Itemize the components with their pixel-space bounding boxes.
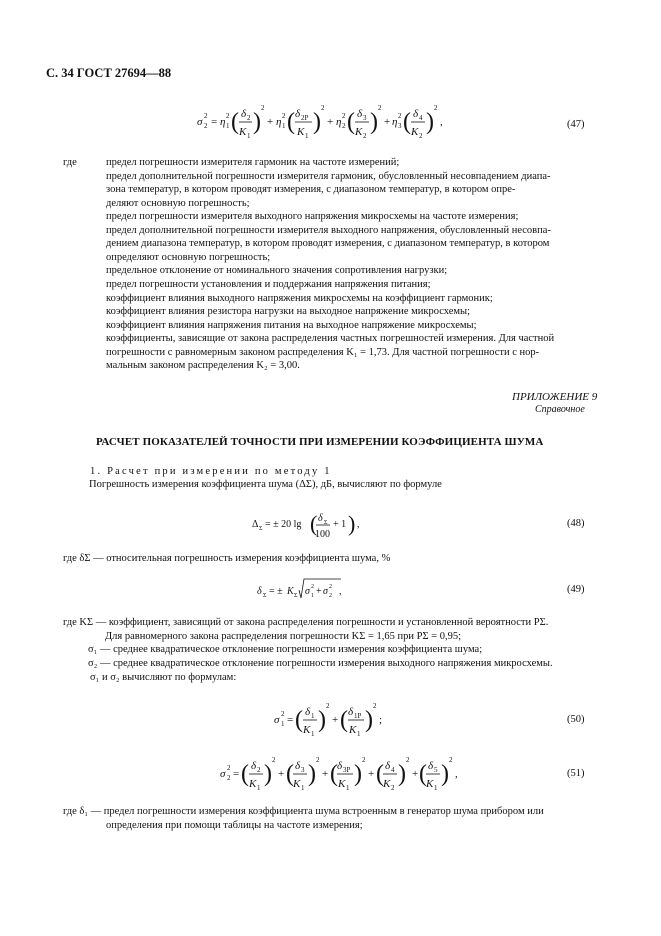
svg-text:2: 2: [282, 112, 286, 120]
svg-text:δ: δ: [251, 760, 257, 772]
definition-text: предел дополнительной погрешности измерителя гармоник, обусловленный несовпадением диапа-: [106, 170, 551, 182]
svg-text:): ): [354, 761, 362, 787]
svg-text:): ): [365, 707, 373, 733]
svg-text:1: 1: [257, 784, 261, 792]
svg-text:σ: σ: [197, 116, 203, 128]
svg-text:Σ: Σ: [259, 526, 263, 532]
svg-text:): ): [264, 761, 272, 787]
svg-text:(: (: [403, 109, 411, 135]
svg-text:η: η: [220, 116, 226, 128]
svg-text:2: 2: [326, 702, 330, 710]
svg-text:δ: δ: [295, 108, 301, 120]
svg-text:1: 1: [346, 784, 350, 792]
svg-text:δ: δ: [385, 760, 391, 772]
svg-text:1: 1: [226, 122, 230, 130]
svg-text:+: +: [267, 116, 274, 128]
svg-text:): ): [308, 761, 316, 787]
definition-text: определяют основную погрешность;: [106, 251, 271, 263]
svg-text:2: 2: [378, 104, 382, 112]
svg-text:2: 2: [227, 764, 231, 772]
svg-text:2: 2: [363, 132, 367, 140]
sigma1-definition: σ₁ — среднее квадратическое отклонение погрешности измерения коэффициента шума;: [88, 644, 483, 655]
svg-text:3P: 3P: [343, 766, 351, 774]
svg-text:δ: δ: [305, 706, 311, 718]
svg-text:K: K: [383, 778, 391, 790]
svg-text:2: 2: [204, 122, 208, 130]
svg-text:2: 2: [226, 112, 230, 120]
svg-text:2: 2: [434, 104, 438, 112]
svg-text:1: 1: [281, 720, 285, 728]
svg-text:δ: δ: [337, 760, 343, 772]
equation-51: [218, 750, 443, 796]
svg-text:3: 3: [363, 114, 367, 122]
svg-text:Δ: Δ: [252, 519, 259, 530]
definition-text: мальным законом распределения K₂ = 3,00.: [106, 360, 300, 372]
svg-text:+: +: [327, 116, 334, 128]
svg-text:1: 1: [311, 730, 315, 738]
definition-text: предельное отклонение от номинального значения сопротивления нагрузки;: [106, 265, 448, 277]
svg-text:1: 1: [282, 122, 286, 130]
equation-48: [250, 504, 370, 542]
svg-text:,: ,: [455, 768, 458, 780]
svg-text:4: 4: [391, 766, 395, 774]
svg-text:K: K: [249, 778, 257, 790]
equation-51-number: (51): [567, 768, 585, 779]
svg-text:2P: 2P: [301, 114, 309, 122]
svg-text:1: 1: [357, 730, 361, 738]
k-sigma-definition-cont: Для равномерного закона распределения погрешности KΣ = 1,65 при PΣ = 0,95;: [105, 631, 462, 642]
definition-text: коэффициент влияния напряжения питания на выходное напряжение микросхемы;: [106, 319, 477, 331]
svg-text:(: (: [347, 109, 355, 135]
svg-text:δ: δ: [295, 760, 301, 772]
svg-text:2: 2: [227, 774, 231, 782]
svg-text:δ: δ: [413, 108, 419, 120]
equation-50-number: (50): [567, 714, 585, 725]
svg-text:2: 2: [373, 702, 377, 710]
section-title: РАСЧЕТ ПОКАЗАТЕЛЕЙ ТОЧНОСТИ ПРИ ИЗМЕРЕНИИ КОЭФФИЦИЕНТА ШУМА: [96, 436, 544, 448]
definition-text: предел погрешности измерителя выходного напряжения микросхемы на частоте измерения;: [106, 211, 519, 223]
equation-47: [195, 97, 445, 143]
svg-text:+: +: [278, 768, 285, 780]
svg-text:K: K: [293, 778, 301, 790]
svg-text:δ: δ: [241, 108, 247, 120]
svg-text:2: 2: [391, 784, 395, 792]
delta-sigma-definition: где δΣ — относительная погрешность измерения коэффициента шума, %: [63, 553, 391, 564]
svg-text:2: 2: [321, 104, 325, 112]
svg-text:2: 2: [342, 112, 346, 120]
svg-text:(: (: [287, 109, 295, 135]
svg-text:2: 2: [398, 112, 402, 120]
svg-text:(: (: [376, 761, 384, 787]
svg-text:): ): [370, 109, 378, 135]
svg-text:): ): [426, 109, 434, 135]
k-sigma-definition: где KΣ — коэффициент, зависящий от закона распределения погрешности и установленной вероятности PΣ.: [63, 617, 549, 628]
svg-text:2: 2: [329, 593, 332, 599]
svg-text:): ): [441, 761, 449, 787]
svg-text:2: 2: [261, 104, 265, 112]
svg-text:2: 2: [204, 112, 208, 120]
definition-text: погрешности с равномерным законом распределения K₁ = 1,73. Для частной погрешности с нор-: [106, 346, 540, 358]
svg-text:2: 2: [329, 584, 332, 590]
svg-text:2: 2: [316, 756, 320, 764]
svg-text:K: K: [426, 778, 434, 790]
svg-text:100: 100: [315, 529, 330, 540]
svg-text:δ: δ: [348, 706, 354, 718]
sigma2-definition: σ₂ — среднее квадратическое отклонение погрешности измерения выходного напряжения микросхемы.: [88, 658, 553, 669]
equation-47-number: (47): [567, 119, 585, 130]
svg-text:(: (: [231, 109, 239, 135]
definition-text: предел погрешности измерителя гармоник на частоте измерений;: [106, 157, 400, 168]
definition-text: предел дополнительной погрешности измерителя выходного напряжения, обусловленный несовпа-: [106, 224, 551, 236]
appendix-label: ПРИЛОЖЕНИЕ 9: [512, 391, 598, 403]
svg-text:(: (: [241, 761, 249, 787]
appendix-sub: Справочное: [535, 404, 585, 415]
svg-text:Σ: Σ: [324, 520, 328, 526]
svg-text:4: 4: [419, 114, 423, 122]
svg-text:2: 2: [362, 756, 366, 764]
svg-text:σ: σ: [274, 714, 280, 726]
svg-text:;: ;: [379, 714, 383, 726]
svg-text:2: 2: [247, 114, 251, 122]
svg-text:1P: 1P: [354, 712, 362, 720]
svg-text:): ): [313, 109, 321, 135]
svg-text:3: 3: [398, 122, 402, 130]
svg-text:= ± 20 lg: = ± 20 lg: [265, 519, 302, 530]
svg-text:η: η: [392, 116, 398, 128]
svg-text:+: +: [368, 768, 375, 780]
svg-text:K: K: [349, 724, 357, 736]
svg-text:2: 2: [406, 756, 410, 764]
svg-text:+: +: [332, 714, 339, 726]
svg-text:,: ,: [357, 519, 360, 530]
svg-text:=: =: [211, 116, 218, 128]
svg-text:σ: σ: [323, 586, 328, 597]
svg-text:2: 2: [342, 122, 346, 130]
equation-51-tail: [441, 750, 463, 796]
svg-text:σ: σ: [305, 586, 310, 597]
delta1-definition: где δ₁ — предел погрешности измерения коэффициента шума встроенным в генератор шума прибором или: [63, 806, 544, 817]
svg-text:2: 2: [281, 710, 285, 718]
definition-text: дением диапазона температур, в котором проводят измерения, с диапазоном температур, в котором: [106, 238, 550, 250]
svg-text:+: +: [316, 586, 322, 597]
svg-text:2: 2: [272, 756, 276, 764]
svg-text:K: K: [303, 724, 311, 736]
svg-text:2: 2: [449, 756, 453, 764]
svg-text:1: 1: [247, 132, 251, 140]
intro-paragraph: Погрешность измерения коэффициента шума (ΔΣ), дБ, вычисляют по формуле: [89, 479, 442, 490]
svg-text:,: ,: [339, 586, 342, 597]
definition-text: коэффициент влияния выходного напряжения микросхемы на коэффициент гармоник;: [106, 292, 493, 304]
svg-text:1: 1: [311, 593, 314, 599]
svg-text:(: (: [419, 761, 427, 787]
svg-text:+: +: [322, 768, 329, 780]
svg-text:K: K: [239, 126, 247, 138]
svg-text:η: η: [336, 116, 342, 128]
svg-text:Σ: Σ: [263, 593, 267, 599]
definition-text: коэффициент влияния резистора нагрузки на выходное напряжение микросхемы;: [106, 306, 471, 318]
svg-text:(: (: [286, 761, 294, 787]
svg-text:K: K: [411, 126, 419, 138]
svg-text:1: 1: [311, 712, 315, 720]
equation-49-number: (49): [567, 584, 585, 595]
svg-text:+: +: [384, 116, 391, 128]
svg-text:): ): [348, 511, 356, 536]
svg-text:K: K: [355, 126, 363, 138]
svg-text:= ±: = ±: [269, 586, 283, 597]
svg-text:K: K: [338, 778, 346, 790]
svg-text:σ: σ: [220, 768, 226, 780]
svg-text:): ): [318, 707, 326, 733]
svg-text:2: 2: [311, 584, 314, 590]
svg-text:(: (: [340, 707, 348, 733]
svg-text:1: 1: [305, 132, 309, 140]
equation-50: [272, 697, 387, 741]
svg-text:δ: δ: [357, 108, 363, 120]
svg-text:): ): [253, 109, 261, 135]
svg-text:(: (: [295, 707, 303, 733]
svg-text:5: 5: [434, 766, 438, 774]
definition-text: зона температур, в котором проводят измерения, с диапазоном температур, в котором опре-: [106, 184, 516, 196]
svg-text:(: (: [310, 511, 318, 536]
definitions-lead: где: [63, 157, 77, 168]
svg-text:1: 1: [434, 784, 438, 792]
svg-text:3: 3: [301, 766, 305, 774]
svg-text:2: 2: [419, 132, 423, 140]
sigma-formulas-intro: σ₁ и σ₂ вычисляют по формулам:: [90, 672, 237, 683]
svg-text:=: =: [233, 768, 240, 780]
svg-text:+ 1: + 1: [333, 519, 347, 530]
equation-49: [255, 576, 345, 602]
svg-text:K: K: [287, 586, 294, 597]
svg-text:,: ,: [440, 116, 443, 128]
svg-text:2: 2: [257, 766, 261, 774]
svg-text:δ: δ: [428, 760, 434, 772]
svg-text:=: =: [287, 714, 294, 726]
delta1-definition-cont: определения при помощи таблицы на частоте измерения;: [106, 820, 363, 831]
svg-text:): ): [398, 761, 406, 787]
svg-text:η: η: [276, 116, 282, 128]
page-header: С. 34 ГОСТ 27694—88: [46, 66, 172, 80]
svg-text:+: +: [412, 768, 419, 780]
svg-text:1: 1: [301, 784, 305, 792]
definition-text: предел погрешности установления и поддержания напряжения питания;: [106, 278, 431, 290]
svg-text:(: (: [330, 761, 338, 787]
svg-text:δ: δ: [318, 513, 323, 524]
svg-text:K: K: [297, 126, 305, 138]
definition-text: коэффициенты, зависящие от закона распределения частных погрешностей измерения. Для частной: [106, 333, 555, 345]
equation-48-number: (48): [567, 518, 585, 529]
method-heading: 1. Расчет при измерении по методу 1: [90, 466, 332, 477]
svg-text:Σ: Σ: [294, 593, 298, 599]
svg-text:δ: δ: [257, 586, 262, 597]
definition-text: деляют основную погрешность;: [106, 197, 250, 209]
